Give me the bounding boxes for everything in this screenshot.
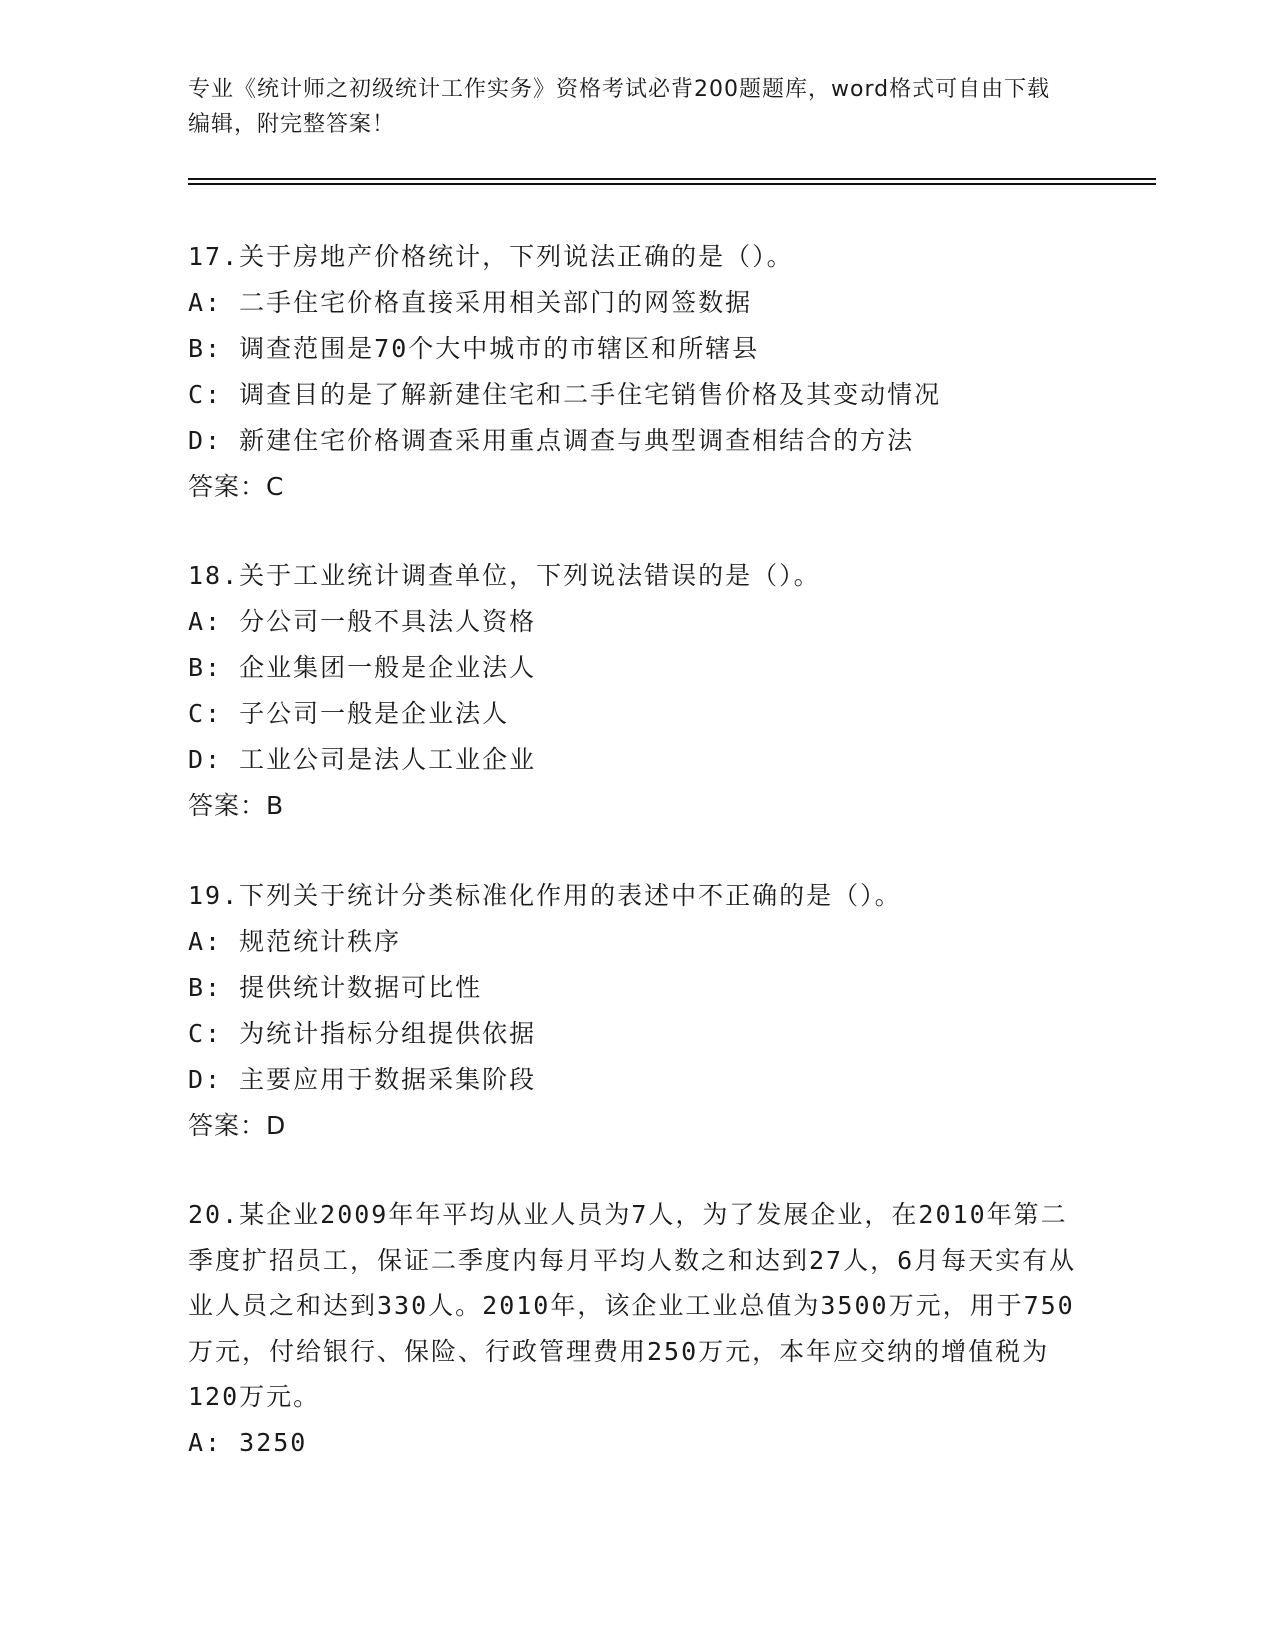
header-divider-top — [188, 178, 1156, 180]
answer: 答案：B — [188, 791, 285, 820]
option-a: A: 分公司一般不具法人资格 — [188, 607, 537, 636]
option-c: C: 为统计指标分组提供依据 — [188, 1019, 537, 1048]
question-19 — [188, 873, 1088, 1149]
document-header — [188, 72, 1068, 142]
option-b: B: 提供统计数据可比性 — [188, 973, 483, 1002]
question-18 — [188, 553, 1088, 829]
answer: 答案：D — [188, 1111, 287, 1140]
option-d: D: 工业公司是法人工业企业 — [188, 745, 537, 774]
option-a: A: 3250 — [188, 1427, 308, 1457]
question-17 — [188, 234, 1088, 510]
answer: 答案：C — [188, 472, 285, 501]
option-c: C: 调查目的是了解新建住宅和二手住宅销售价格及其变动情况 — [188, 380, 942, 409]
question-stem: 19.下列关于统计分类标准化作用的表述中不正确的是（）。 — [188, 881, 902, 910]
option-b: B: 企业集团一般是企业法人 — [188, 653, 537, 682]
question-stem: 18.关于工业统计调查单位，下列说法错误的是（）。 — [188, 561, 821, 590]
option-c: C: 子公司一般是企业法人 — [188, 699, 510, 728]
document-title: 专业《统计师之初级统计工作实务》资格考试必背200题题库，word格式可自由下载编辑，附完整答案！ — [188, 77, 1051, 137]
question-stem: 17.关于房地产价格统计，下列说法正确的是（）。 — [188, 242, 794, 271]
option-b: B: 调查范围是70个大中城市的市辖区和所辖县 — [188, 334, 760, 363]
option-a: A: 二手住宅价格直接采用相关部门的网签数据 — [188, 288, 753, 317]
option-d: D: 主要应用于数据采集阶段 — [188, 1065, 537, 1094]
question-stem: 20.某企业2009年年平均从业人员为7人，为了发展企业，在2010年第二季度扩招员工，保证二季度内每月平均人数之和达到27人，6月每天实有从业人员之和达到330人。2010年，该企业工业总值为3500万元，用于750万元，付给银行、保险、行政管理费用250万元，本年应交纳的增值税为120万元。 — [188, 1200, 1077, 1411]
question-20 — [188, 1192, 1088, 1466]
option-a: A: 规范统计秩序 — [188, 927, 402, 956]
option-d: D: 新建住宅价格调查采用重点调查与典型调查相结合的方法 — [188, 426, 915, 455]
header-divider-bottom — [188, 183, 1156, 185]
